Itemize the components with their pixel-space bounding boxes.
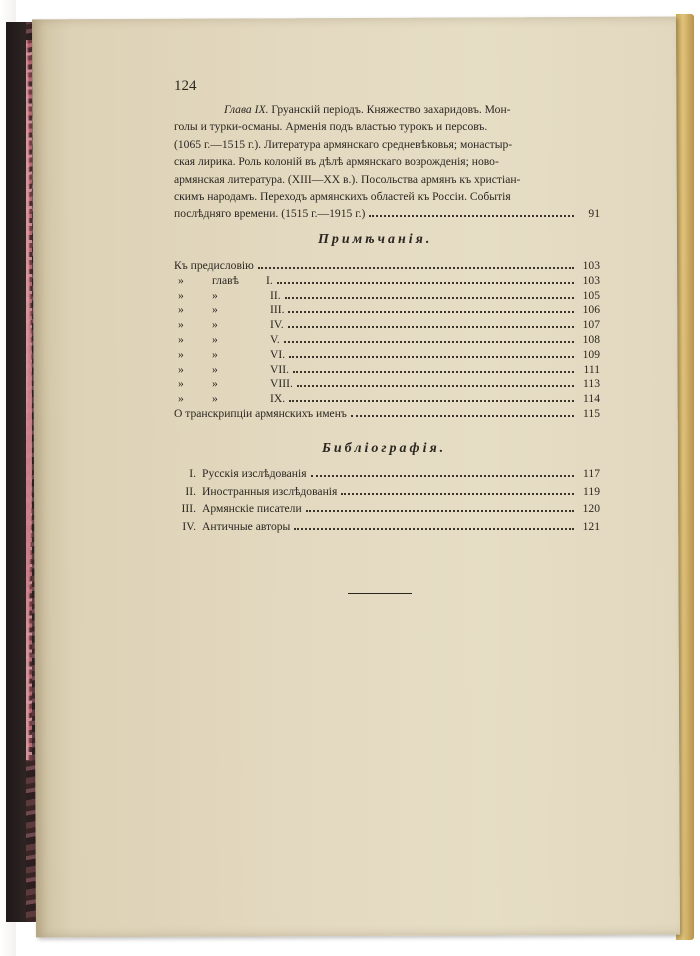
page-ref: 119 [583,484,600,498]
ditto-mark: » [212,288,218,302]
toc-number: IV. [270,318,284,332]
toc-row [174,363,600,378]
chapter-line-1 [174,101,600,118]
chapter-line: скимъ народамъ. Переходъ армянскихъ областей къ Россіи. Событія [174,190,511,204]
toc-label: главѣ [212,273,239,287]
bibliography-list [174,467,600,537]
toc-row [174,289,600,304]
bibliography-title: Библіографія. [322,441,447,456]
leader-dots [289,400,574,402]
toc-label: Армянскіе писатели [202,502,302,515]
ditto-mark: » [212,332,218,346]
toc-row [174,407,600,422]
page-ref: 117 [583,467,600,480]
ditto-mark: » [178,332,184,346]
toc-number: IV. [182,519,196,533]
ditto-mark: » [178,273,184,287]
toc-row [174,502,600,520]
toc-number: III. [181,502,196,515]
toc-label: Античные авторы [202,519,291,533]
toc-number: I. [189,467,196,480]
page-ref: 109 [582,347,600,361]
ditto-mark: » [178,347,184,361]
ditto-mark: » [178,362,184,376]
chapter-line: армянская литература. (XIII—XX в.). Посольства армянъ къ христіан- [174,172,521,186]
chapter-label: Глава IX. [224,103,269,116]
leader-dots [341,493,574,495]
toc-row [174,318,600,333]
toc-row [174,485,600,503]
ditto-mark: » [178,377,184,391]
leader-dots [294,528,574,530]
toc-number: VI. [270,347,286,361]
toc-label: Къ предисловію [174,259,254,272]
toc-row [174,348,600,363]
chapter-text: Груанскій періодъ. Княжество захаридовъ. Мон- [271,103,511,116]
ditto-mark: » [212,303,218,317]
leader-dots [277,282,574,284]
page-ref: 107 [582,318,600,332]
toc-number: VII. [270,362,289,376]
ditto-mark: » [212,377,218,391]
toc-row [174,520,600,538]
page-ref: 103 [582,273,600,287]
leader-dots [306,510,574,512]
toc-number: IX. [270,392,286,406]
leader-dots [288,311,574,313]
chapter-last-line [174,205,600,222]
leader-dots [297,385,574,387]
ditto-mark: » [178,318,184,332]
page-ref: 121 [582,519,600,533]
toc-row [174,377,600,392]
toc-row [174,467,600,485]
page-ref: 105 [582,288,600,302]
leader-dots [293,371,574,373]
toc-label: Иностранныя изслѣдованія [202,484,338,498]
toc-number: II. [270,288,281,302]
toc-label: Русскія изслѣдованія [202,467,307,480]
toc-row [174,303,600,318]
toc-row [174,259,600,274]
page-ref: 120 [582,502,600,515]
leader-dots [351,415,574,417]
toc-row [174,274,600,289]
page-ref: 111 [583,362,600,376]
toc-number: I. [266,273,273,287]
toc-row [174,333,600,348]
chapter-line: (1065 г.—1515 г.). Литература армянскаго средневѣковья; монастыр- [174,137,513,151]
page-ref: 108 [582,332,600,346]
leader-dots [284,341,574,343]
page-ref: 114 [583,392,600,406]
ditto-mark: » [178,392,184,406]
toc-row [174,392,600,407]
leader-dots [369,215,574,217]
chapter-entry [174,101,600,223]
cover-edge [6,22,26,922]
leader-dots [258,267,574,269]
leader-dots [288,326,574,328]
page-ref: 113 [583,377,600,391]
notes-list [174,259,600,422]
toc-label: О транскрипціи армянскихъ именъ [174,406,347,420]
ditto-mark: » [178,303,184,317]
page-ref: 91 [588,207,600,221]
chapter-line: послѣдняго времени. (1515 г.—1915 г.) [174,207,366,221]
ditto-mark: » [212,362,218,376]
end-rule [348,593,412,594]
ditto-mark: » [212,318,218,332]
page-number: 124 [174,78,197,94]
toc-number: III. [270,303,285,317]
ditto-mark: » [212,392,218,406]
toc-number: V. [270,332,280,346]
page-ref: 106 [582,303,600,317]
leader-dots [285,297,574,299]
toc-number: II. [185,484,196,498]
chapter-line: голы и турки-османы. Арменія подъ властью турокъ и персовъ. [174,120,488,134]
ditto-mark: » [212,347,218,361]
notes-title: Примѣчанія. [318,232,433,247]
leader-dots [289,356,574,358]
chapter-line: ская лирика. Роль колоній въ дѣлѣ армянскаго возрожденія; ново- [174,155,499,169]
page-ref: 115 [583,406,600,420]
leader-dots [311,475,574,477]
toc-number: VIII. [270,377,293,391]
page-ref: 103 [582,259,600,272]
ditto-mark: » [178,288,184,302]
